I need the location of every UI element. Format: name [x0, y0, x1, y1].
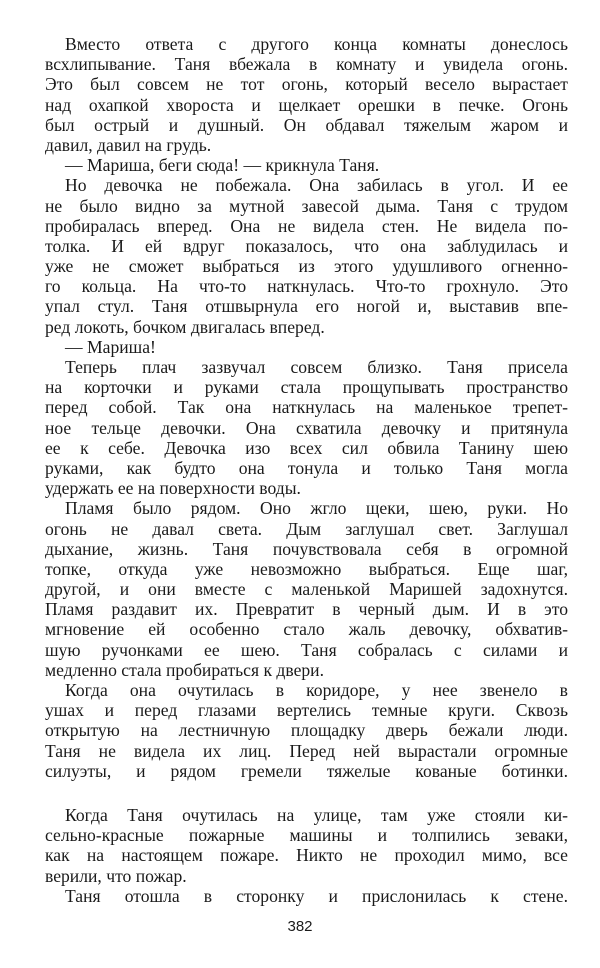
text-line: не было видно за мутной завесой дыма. Таня с трудом: [45, 195, 568, 216]
paragraph: [45, 498, 568, 680]
text-line: шую ручонками ее шею. Таня собралась с силами и: [45, 639, 568, 660]
text-line: ное тельце девочки. Она схватила девочку и притянула: [45, 417, 568, 438]
text-line: удержать ее на поверхности воды.: [45, 478, 301, 499]
paragraph: [45, 337, 568, 357]
text-line: верили, что пожар.: [45, 865, 187, 886]
text-line: уже не сможет выбраться из этого удушливого огненно-: [45, 256, 568, 277]
text-line: Пламя было рядом. Оно жгло щеки, шею, руки. Но: [65, 498, 568, 519]
text-line: Когда она очутилась в коридоре, у нее звенело в: [65, 680, 568, 700]
text-line: был острый и душный. Он обдавал тяжелым жаром и: [45, 114, 568, 135]
text-line: на корточки и руками стала прощупывать пространство: [45, 377, 568, 398]
paragraph: [45, 357, 568, 498]
text-line: другой, и они вместе с маленькой Маришей задохнутся.: [45, 579, 568, 600]
text-line: силуэты, и рядом гремели тяжелые кованые ботинки.: [45, 760, 568, 781]
text-line: Но девочка не побежала. Она забилась в угол. И ее: [65, 175, 568, 196]
page-number: 382: [287, 918, 313, 935]
text-line: Вместо ответа с другого конца комнаты донеслось: [65, 34, 568, 54]
text-line: го кольца. На что-то наткнулась. Что-то грохнуло. Это: [45, 276, 568, 297]
text-line: огонь не давал света. Дым заглушал свет. Заглушал: [45, 518, 568, 539]
paragraph: [45, 155, 568, 175]
page-body-text: [45, 34, 568, 906]
text-line: толка. И ей вдруг показалось, что она заблудилась и: [45, 235, 568, 256]
text-line: Это был совсем не тот огонь, который весело вырастает: [45, 74, 568, 95]
text-line: открытую на лестничную площадку дверь бежали люди.: [45, 720, 568, 741]
text-line: Таня отошла в сторонку и прислонилась к стене.: [65, 885, 568, 906]
text-line: давил, давил на грудь.: [45, 134, 212, 155]
text-line: руками, как будто она тонула и только Таня могла: [45, 457, 568, 478]
text-line: ушах и перед глазами вертелись темные круги. Сквозь: [45, 700, 568, 721]
text-line: Теперь плач зазвучал совсем близко. Таня присела: [65, 357, 568, 377]
paragraph: [45, 175, 568, 337]
paragraph: [45, 34, 568, 155]
text-line: Таня не видела их лиц. Перед ней вырастали огромные: [45, 740, 568, 761]
text-line: ред локоть, бочком двигалась вперед.: [45, 316, 325, 337]
text-line: сельно-красные пожарные машины и толпились зеваки,: [45, 825, 568, 846]
text-line: ее к себе. Девочка изо всех сил обвила Танину шею: [45, 437, 568, 458]
text-line: перед собой. Так она наткнулась на маленькое трепет-: [45, 397, 568, 418]
paragraph: [45, 680, 568, 781]
section-break: [45, 781, 568, 805]
text-line: над охапкой хвороста и щелкает орешки в печке. Огонь: [45, 94, 568, 115]
text-line: как на настоящем пожаре. Никто не проходил мимо, все: [45, 845, 568, 866]
text-line: дыхание, жизнь. Таня почувствовала себя в огромной: [45, 538, 568, 559]
text-line: — Мариша, беги сюда! — крикнула Таня.: [65, 155, 380, 176]
text-line: пробиралась вперед. Она не видела стен. Не видела по-: [45, 215, 568, 236]
text-line: мгновение ей особенно стало жаль девочку, обхватив-: [45, 619, 568, 640]
paragraph: [45, 886, 568, 906]
text-line: Когда Таня очутилась на улице, там уже стояли ки-: [65, 804, 568, 825]
text-line: Пламя раздавит их. Превратит в черный дым. И в это: [45, 599, 568, 620]
paragraph: [45, 805, 568, 886]
text-line: топке, откуда уже невозможно выбраться. Еще шаг,: [45, 558, 568, 579]
text-line: всхлипывание. Таня вбежала в комнату и увидела огонь.: [45, 54, 568, 75]
text-line: медленно стала пробираться к двери.: [45, 659, 324, 680]
text-line: — Мариша!: [65, 336, 156, 357]
text-line: упал стул. Таня отшвырнула его ногой и, выставив впе-: [45, 296, 568, 317]
